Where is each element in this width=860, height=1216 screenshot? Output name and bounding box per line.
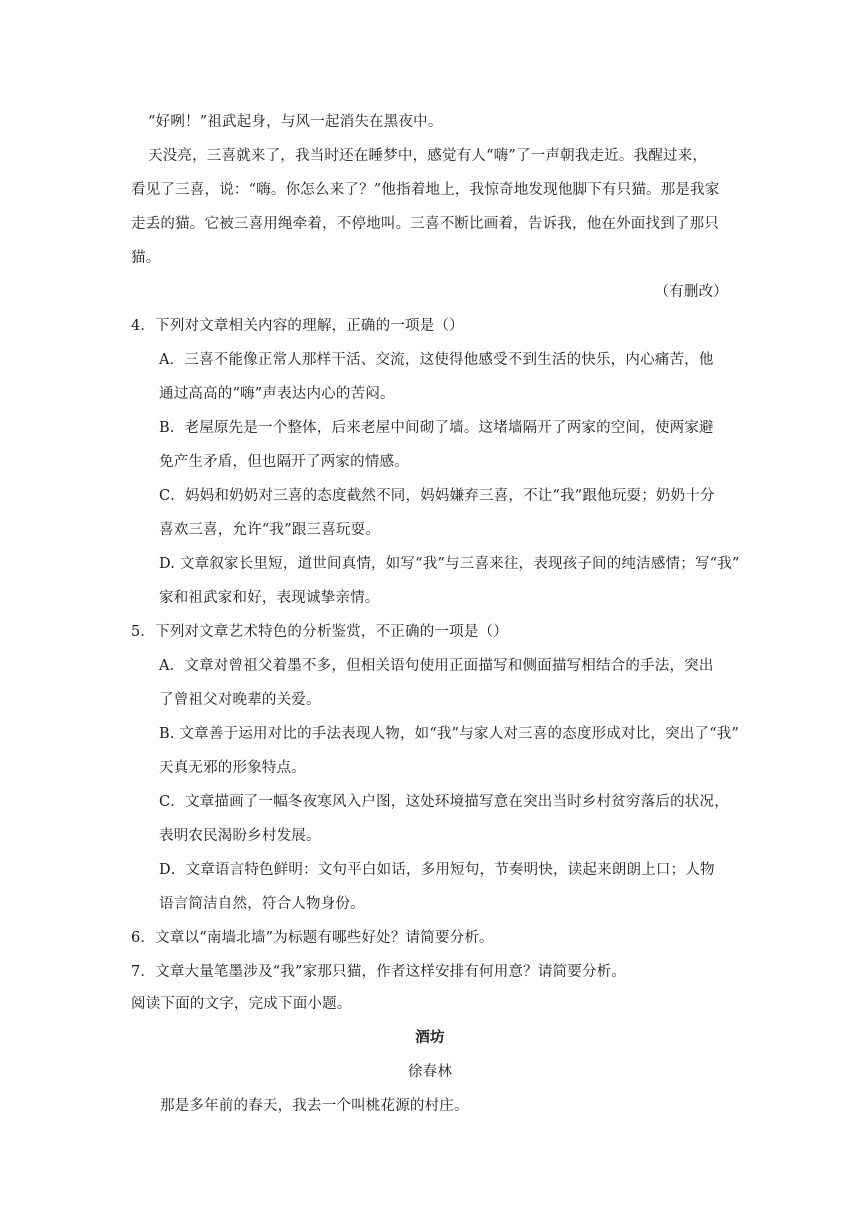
article-first-line: 那是多年前的春天，我去一个叫桃花源的村庄。 <box>160 1098 469 1114</box>
question-5-option-c-line-2: 表明农民渴盼乡村发展。 <box>159 828 321 844</box>
question-4-option-d-line-1: D. 文章叙家长里短，道世间真情，如写“我”与三喜来往，表现孩子间的纯洁感情；写“我” <box>159 556 740 572</box>
reading-instruction: 阅读下面的文字，完成下面小题。 <box>131 996 352 1012</box>
question-7: 7．文章大量笔墨涉及“我”家那只猫，作者这样安排有何用意？请简要分析。 <box>131 964 627 980</box>
edit-note: （有删改） <box>654 284 728 300</box>
question-5-stem: 5．下列对文章艺术特色的分析鉴赏，不正确的一项是（） <box>131 624 508 640</box>
story-paragraph-2-line-3: 走丢的猫。它被三喜用绳牵着，不停地叫。三喜不断比画着，告诉我，他在外面找到了那只 <box>131 216 719 232</box>
story-paragraph-2-line-2: 看见了三喜，说：“嗨。你怎么来了？”他指着地上，我惊奇地发现他脚下有只猫。那是我家 <box>131 182 720 198</box>
question-5-option-a-line-1: A．文章对曾祖父着墨不多，但相关语句使用正面描写和侧面描写相结合的手法，突出 <box>159 658 714 674</box>
question-4-option-a-line-2: 通过高高的“嗨”声表达内心的苦闷。 <box>159 386 395 402</box>
question-4-stem: 4．下列对文章相关内容的理解，正确的一项是（） <box>131 318 464 334</box>
article-title: 酒坊 <box>415 1029 445 1046</box>
story-paragraph-1: “好咧！”祖武起身，与风一起消失在黑夜中。 <box>148 114 443 130</box>
question-5-option-b-line-2: 天真无邪的形象特点。 <box>159 760 306 776</box>
question-4-option-c-line-1: C．妈妈和奶奶对三喜的态度截然不同，妈妈嫌弃三喜，不让“我”跟他玩耍；奶奶十分 <box>159 488 715 504</box>
question-4-option-b-line-1: B．老屋原先是一个整体，后来老屋中间砌了墙。这堵墙隔开了两家的空间，使两家避 <box>159 420 714 436</box>
story-paragraph-2-line-4: 猫。 <box>131 250 161 266</box>
question-5-option-c-line-1: C．文章描画了一幅冬夜寒风入户图，这处环境描写意在突出当时乡村贫穷落后的状况， <box>159 794 729 810</box>
question-4-option-a-line-1: A．三喜不能像正常人那样干活、交流，这使得他感受不到生活的快乐，内心痛苦，他 <box>159 352 714 368</box>
question-5-option-d-line-1: D．文章语言特色鲜明：文句平白如话，多用短句，节奏明快，读起来朗朗上口；人物 <box>159 862 715 878</box>
question-6: 6．文章以“南墙北墙”为标题有哪些好处？请简要分析。 <box>131 930 494 946</box>
question-4-option-c-line-2: 喜欢三喜，允许“我”跟三喜玩耍。 <box>159 522 381 538</box>
article-author: 徐春林 <box>407 1064 453 1080</box>
question-5-option-b-line-1: B. 文章善于运用对比的手法表现人物，如“我”与家人对三喜的态度形成对比，突出了“我” <box>159 726 740 742</box>
question-4-option-d-line-2: 家和祖武家和好，表现诚挚亲情。 <box>159 590 380 606</box>
question-5-option-d-line-2: 语言简洁自然，符合人物身份。 <box>159 896 365 912</box>
question-4-option-b-line-2: 免产生矛盾，但也隔开了两家的情感。 <box>159 454 409 470</box>
question-5-option-a-line-2: 了曾祖父对晚辈的关爱。 <box>159 692 321 708</box>
story-paragraph-2-line-1: 天没亮，三喜就来了，我当时还在睡梦中，感觉有人“嗨”了一声朝我走近。我醒过来， <box>148 148 708 164</box>
